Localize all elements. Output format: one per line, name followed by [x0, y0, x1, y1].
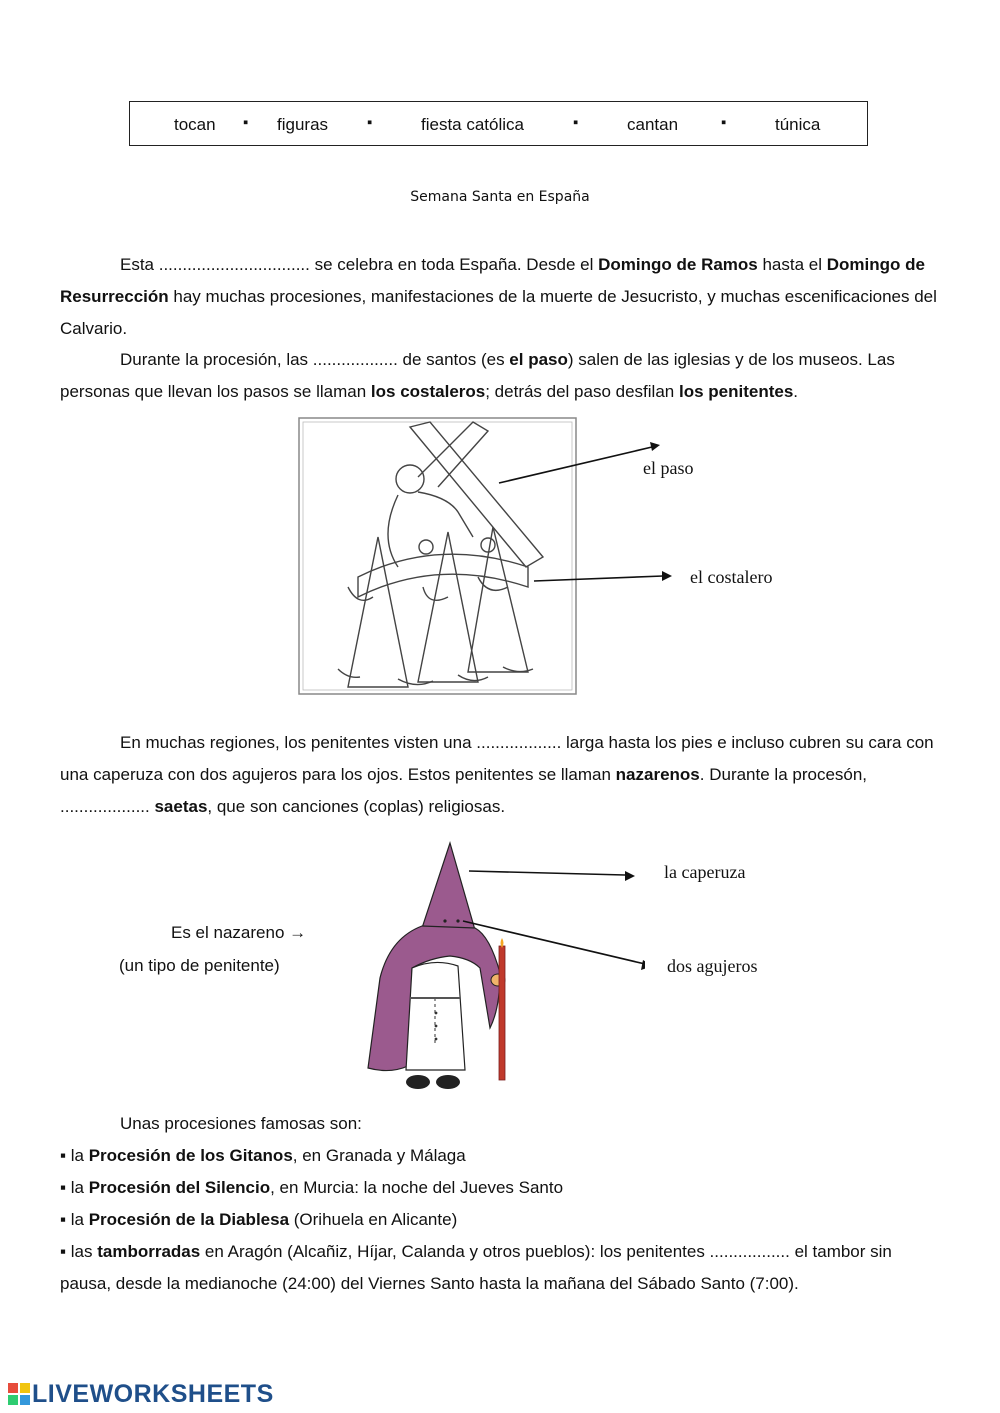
- p1-bold-domingo-resurreccion: Domingo de Resurrección: [60, 255, 925, 306]
- word-bank-box: [129, 101, 868, 146]
- label-dos-agujeros: dos agujeros: [667, 956, 758, 976]
- list-item-pre: ▪ la: [60, 1210, 89, 1229]
- word-bank-bullet: ▪: [367, 114, 373, 131]
- p1-text-c: hasta el: [757, 255, 827, 274]
- p2-text-e: ; detrás del paso desfilan: [485, 382, 679, 401]
- label-el-costalero: el costalero: [690, 567, 773, 587]
- logo-grid-icon: [8, 1383, 30, 1405]
- p3-text-c: . Durante la procesón, ...................: [60, 765, 868, 816]
- list-item-bold: Procesión de la Diablesa: [88, 1210, 290, 1229]
- word-bank-word: fiesta católica: [421, 115, 524, 134]
- page-title: Semana Santa en España: [410, 189, 590, 205]
- list-item-post: (Orihuela en Alicante): [289, 1210, 458, 1229]
- nazareno-caption-line1: Es el nazareno →: [171, 923, 307, 942]
- p1-bold-domingo-ramos: Domingo de Ramos: [598, 255, 758, 274]
- nazareno-caption-line2: (un tipo de penitente): [119, 956, 280, 975]
- paragraph-1: [60, 249, 945, 345]
- p3-text-e: , que son canciones (coplas) religiosas.: [207, 797, 506, 816]
- p2-bold-costaleros: los costaleros: [370, 382, 486, 401]
- list-item: [60, 1172, 945, 1204]
- p1-text-a: Esta ................................ se celebra en toda España. Desde el: [120, 255, 599, 274]
- nazareno-arrows: [455, 860, 645, 975]
- list-item-pre: ▪ las: [60, 1242, 98, 1261]
- word-bank-word: túnica: [775, 115, 821, 134]
- word-bank-word: figuras: [277, 115, 329, 134]
- label-el-paso: el paso: [643, 458, 694, 478]
- word-bank-bullet: ▪: [573, 114, 579, 131]
- list-item-post: , en Granada y Málaga: [292, 1146, 466, 1165]
- p2-text-c: ) salen de las iglesias y de los museos. Las personas que llevan los pasos se llaman: [60, 350, 895, 401]
- p2-bold-penitentes: los penitentes: [678, 382, 794, 401]
- p3-text-a: En muchas regiones, los penitentes visten una .................. larga hasta los pies e incluso cubren su cara con una caperuza con dos agujeros para los ojos. Estos penitentes se llaman: [60, 733, 934, 784]
- word-bank-word: cantan: [627, 115, 679, 134]
- p1-text-e: hay muchas procesiones, manifestaciones de la muerte de Jesucristo, y muchas escenificaciones del Calvario.: [60, 287, 937, 338]
- list-item-bold: Procesión de los Gitanos: [88, 1146, 293, 1165]
- word-bank-bullet: ▪: [243, 114, 249, 131]
- list-item-post: en Aragón (Alcañiz, Híjar, Calanda y otros pueblos): los penitentes ................. el tambor sin pausa, desde la medianoche (24:00) del Viernes Santo hasta la mañana del Sábado Santo (7:00).: [60, 1242, 892, 1293]
- logo-text: LIVEWORKSHEETS: [32, 1380, 274, 1408]
- list-item: [60, 1204, 945, 1236]
- p2-bold-el-paso: el paso: [509, 350, 568, 369]
- list-item: [60, 1140, 945, 1172]
- list-item-post: , en Murcia: la noche del Jueves Santo: [270, 1178, 564, 1197]
- list-item-pre: ▪ la: [60, 1178, 89, 1197]
- p2-text-a: Durante la procesión, las .................. de santos (es: [120, 350, 510, 369]
- procession-list: [60, 1108, 945, 1300]
- paragraph-3: [60, 727, 945, 823]
- list-item-pre: ▪ la: [60, 1146, 89, 1165]
- paragraph-2: [60, 344, 945, 408]
- word-bank-bullet: ▪: [721, 114, 727, 131]
- liveworksheets-logo[interactable]: [8, 1380, 298, 1408]
- list-item-bold: Procesión del Silencio: [88, 1178, 271, 1197]
- word-bank-word: tocan: [174, 115, 216, 134]
- list-intro: Unas procesiones famosas son:: [120, 1114, 362, 1133]
- p2-text-g: .: [793, 382, 799, 401]
- p3-bold-saetas: saetas: [154, 797, 208, 816]
- list-item-bold: tamborradas: [97, 1242, 201, 1261]
- p3-bold-nazarenos: nazarenos: [615, 765, 700, 784]
- label-la-caperuza: la caperuza: [664, 862, 746, 882]
- list-item: [60, 1236, 945, 1300]
